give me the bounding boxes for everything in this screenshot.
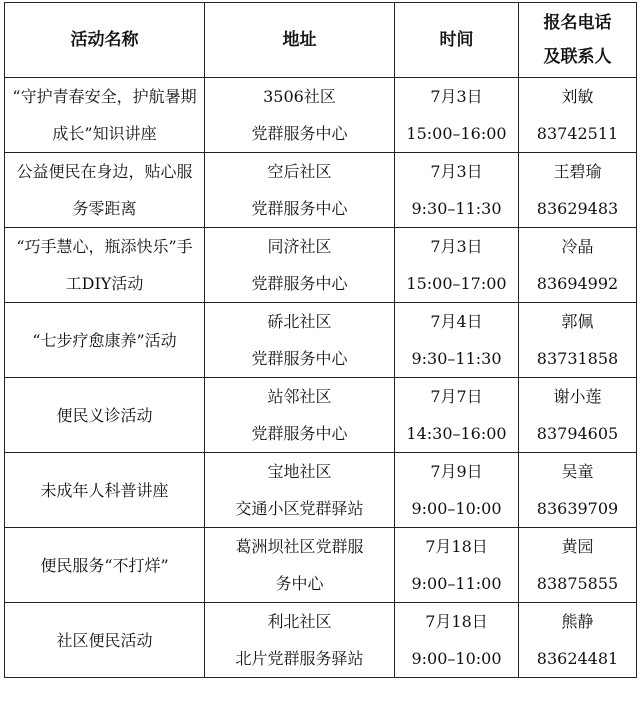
address-line1: 硚北社区 (267, 312, 332, 331)
header-contact-line1: 报名电话 (543, 13, 612, 33)
table-row (5, 453, 637, 528)
activity-name-cell (5, 528, 205, 603)
table-row (5, 228, 637, 303)
address-line1: 宝地社区 (267, 462, 332, 481)
header-activity-name: 活动名称 (5, 3, 205, 78)
address-line1: 3506社区 (263, 87, 336, 106)
date-text: 7月18日 (425, 612, 488, 631)
header-contact (519, 3, 637, 78)
address-cell (205, 303, 395, 378)
time-cell (395, 603, 519, 678)
contact-phone: 83624481 (536, 649, 619, 668)
contact-person: 黄园 (561, 537, 594, 556)
activity-name-cell (5, 228, 205, 303)
address-cell (205, 153, 395, 228)
date-text: 7月18日 (425, 537, 488, 556)
activity-name-cell (5, 603, 205, 678)
activity-name: 未成年人科普讲座 (40, 480, 169, 500)
activity-name-cell (5, 78, 205, 153)
date-text: 7月9日 (430, 462, 483, 481)
header-row (5, 3, 637, 78)
header-address: 地址 (205, 3, 395, 78)
contact-cell (519, 228, 637, 303)
address-cell (205, 453, 395, 528)
time-range: 14:30–16:00 (406, 424, 507, 443)
date-text: 7月4日 (430, 312, 483, 331)
contact-cell (519, 528, 637, 603)
time-cell (395, 453, 519, 528)
address-cell (205, 528, 395, 603)
contact-cell (519, 153, 637, 228)
address-cell (205, 228, 395, 303)
contact-cell (519, 603, 637, 678)
activity-table (4, 2, 637, 678)
activity-name: 社区便民活动 (56, 630, 153, 650)
contact-phone: 83875855 (536, 574, 619, 593)
address-line2: 党群服务中心 (251, 349, 348, 368)
time-range: 9:00–10:00 (411, 499, 502, 518)
contact-phone: 83694992 (536, 274, 619, 293)
activity-name: “七步疗愈康养”活动 (32, 330, 177, 350)
address-line2: 交通小区党群驿站 (235, 499, 364, 518)
date-text: 7月3日 (430, 162, 483, 181)
address-line2: 党群服务中心 (251, 199, 348, 218)
time-cell (395, 303, 519, 378)
time-range: 9:30–11:30 (411, 349, 502, 368)
time-cell (395, 78, 519, 153)
contact-phone: 83731858 (536, 349, 619, 368)
time-cell (395, 528, 519, 603)
time-cell (395, 378, 519, 453)
contact-cell (519, 78, 637, 153)
time-range: 9:30–11:30 (411, 199, 502, 218)
table-row (5, 378, 637, 453)
address-line2: 党群服务中心 (251, 424, 348, 443)
contact-person: 郭佩 (561, 312, 594, 331)
contact-phone: 83639709 (536, 499, 619, 518)
activity-name: “守护青春安全，护航暑期成长”知识讲座 (12, 87, 197, 143)
activity-name: 公益便民在身边，贴心服务零距离 (16, 162, 193, 218)
table-row (5, 78, 637, 153)
time-range: 9:00–11:00 (411, 574, 502, 593)
activity-name-cell (5, 378, 205, 453)
header-time: 时间 (395, 3, 519, 78)
address-line2: 党群服务中心 (251, 274, 348, 293)
address-line2: 党群服务中心 (251, 124, 348, 143)
time-range: 9:00–10:00 (411, 649, 502, 668)
header-contact-line2: 及联系人 (543, 47, 612, 67)
contact-cell (519, 453, 637, 528)
activity-name-cell (5, 153, 205, 228)
contact-person: 刘敏 (561, 87, 594, 106)
address-line2: 北片党群服务驿站 (235, 649, 364, 668)
time-cell (395, 228, 519, 303)
date-text: 7月3日 (430, 87, 483, 106)
contact-person: 谢小莲 (553, 387, 602, 406)
date-text: 7月3日 (430, 237, 483, 256)
contact-person: 王碧瑜 (553, 162, 602, 181)
activity-name: 便民服务“不打烊” (40, 555, 169, 575)
address-line1: 葛洲坝社区党群服 (235, 537, 364, 556)
table-row (5, 153, 637, 228)
address-line1: 站邻社区 (267, 387, 332, 406)
activity-name: “巧手慧心，瓶添快乐”手工DIY活动 (16, 237, 193, 293)
time-range: 15:00–17:00 (406, 274, 507, 293)
activity-name: 便民义诊活动 (56, 405, 153, 425)
table-row (5, 603, 637, 678)
activity-name-cell (5, 303, 205, 378)
address-cell (205, 378, 395, 453)
address-line1: 同济社区 (267, 237, 332, 256)
contact-phone: 83629483 (536, 199, 619, 218)
contact-phone: 83742511 (536, 124, 619, 143)
time-cell (395, 153, 519, 228)
activity-name-cell (5, 453, 205, 528)
contact-phone: 83794605 (536, 424, 619, 443)
contact-person: 吴童 (561, 462, 594, 481)
address-cell (205, 603, 395, 678)
table-row (5, 303, 637, 378)
contact-person: 熊静 (561, 612, 594, 631)
address-line1: 空后社区 (267, 162, 332, 181)
time-range: 15:00–16:00 (406, 124, 507, 143)
table-row (5, 528, 637, 603)
address-line1: 利北社区 (267, 612, 332, 631)
contact-person: 冷晶 (561, 237, 594, 256)
address-cell (205, 78, 395, 153)
contact-cell (519, 378, 637, 453)
date-text: 7月7日 (430, 387, 483, 406)
address-line2: 务中心 (275, 574, 324, 593)
contact-cell (519, 303, 637, 378)
